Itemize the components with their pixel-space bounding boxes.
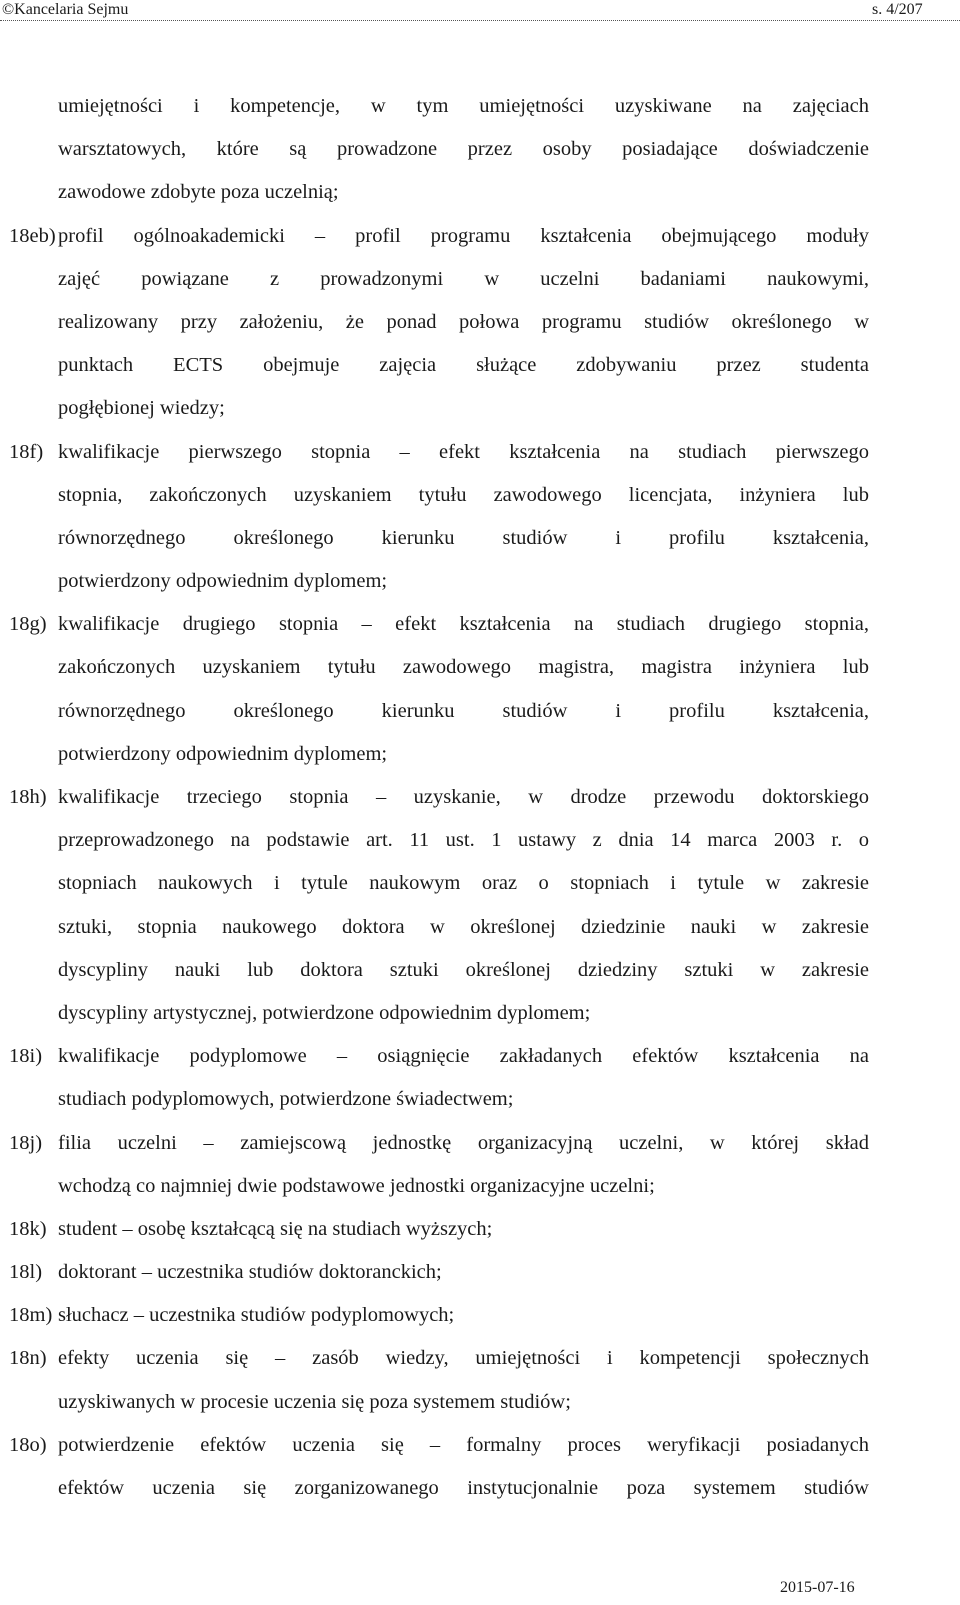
- definition-item: [0, 1251, 960, 1294]
- intro-line: [0, 128, 960, 171]
- definition-continuation: [0, 690, 960, 733]
- line-text: kwalifikacje pierwszego stopnia – efekt kształcenia na studiach pierwszego: [58, 440, 869, 463]
- line-text: profil ogólnoakademicki – profil programu kształcenia obejmującego moduły: [58, 224, 869, 247]
- page-number: s. 4/207: [872, 1, 923, 18]
- definition-item: [0, 1424, 960, 1467]
- line-text: umiejętności i kompetencje, w tym umiejętności uzyskiwane na zajęciach: [58, 95, 869, 117]
- definition-item: [0, 215, 960, 258]
- definition-continuation: [0, 733, 960, 776]
- line-text: efekty uczenia się – zasób wiedzy, umiejętności i kompetencji społecznych: [58, 1347, 869, 1370]
- line-text: zakończonych uzyskaniem tytułu zawodowego magistra, magistra inżyniera lub: [58, 656, 869, 679]
- definition-continuation: [0, 560, 960, 603]
- line-text: realizowany przy założeniu, że ponad połowa programu studiów określonego w: [58, 310, 869, 333]
- line-text: doktorant – uczestnika studiów doktoranckich;: [58, 1261, 442, 1284]
- source-label: ©Kancelaria Sejmu: [2, 1, 129, 18]
- item-number: 18o): [9, 1433, 47, 1456]
- definition-continuation: [0, 819, 960, 862]
- line-text: potwierdzony odpowiednim dyplomem;: [58, 570, 388, 593]
- definition-continuation: [0, 949, 960, 992]
- line-text: stopnia, zakończonych uzyskaniem tytułu zawodowego licencjata, inżyniera lub: [58, 483, 869, 506]
- item-number: 18i): [9, 1045, 43, 1068]
- footer-date: 2015-07-16: [780, 1579, 855, 1596]
- definition-item: [0, 776, 960, 819]
- page-header: [0, 0, 960, 20]
- definition-continuation: [0, 1381, 960, 1424]
- definition-continuation: [0, 301, 960, 344]
- line-text: student – osobę kształcącą się na studiach wyższych;: [58, 1217, 493, 1240]
- line-text: stopniach naukowych i tytule naukowym oraz o stopniach i tytule w zakresie: [58, 872, 869, 895]
- definition-continuation: [0, 474, 960, 517]
- definition-continuation: [0, 906, 960, 949]
- definition-continuation: [0, 387, 960, 430]
- intro-line: [0, 85, 960, 128]
- definition-continuation: [0, 258, 960, 301]
- line-text: zawodowe zdobyte poza uczelnią;: [58, 181, 339, 204]
- item-number: 18l): [9, 1261, 43, 1284]
- definition-continuation: [0, 344, 960, 387]
- definition-item: [0, 603, 960, 646]
- line-text: słuchacz – uczestnika studiów podyplomowych;: [58, 1304, 455, 1327]
- definition-item: [0, 431, 960, 474]
- line-text: kwalifikacje podyplomowe – osiągnięcie zakładanych efektów kształcenia na: [58, 1045, 869, 1068]
- definition-continuation: [0, 646, 960, 689]
- line-text: kwalifikacje trzeciego stopnia – uzyskanie, w drodze przewodu doktorskiego: [58, 786, 869, 808]
- line-text: potwierdzenie efektów uczenia się – formalny proces weryfikacji posiadanych: [58, 1433, 869, 1456]
- line-text: wchodzą co najmniej dwie podstawowe jednostki organizacyjne uczelni;: [58, 1174, 655, 1197]
- line-text: efektów uczenia się zorganizowanego instytucjonalnie poza systemem studiów: [58, 1477, 869, 1499]
- line-text: sztuki, stopnia naukowego doktora w określonej dziedzinie nauki w zakresie: [58, 915, 869, 938]
- line-text: filia uczelni – zamiejscową jednostkę organizacyjną uczelni, w której skład: [58, 1131, 869, 1154]
- definition-item: [0, 1294, 960, 1337]
- item-number: 18h): [9, 786, 47, 808]
- item-number: 18k): [9, 1217, 47, 1240]
- document-body: [0, 85, 960, 1510]
- item-number: 18m): [9, 1304, 53, 1327]
- item-number: 18eb): [9, 224, 56, 247]
- line-text: dyscypliny artystycznej, potwierdzone odpowiednim dyplomem;: [58, 1001, 591, 1024]
- header-divider: [0, 20, 960, 21]
- line-text: równorzędnego określonego kierunku studiów i profilu kształcenia,: [58, 699, 869, 722]
- definition-item: [0, 1337, 960, 1380]
- line-text: kwalifikacje drugiego stopnia – efekt kształcenia na studiach drugiego stopnia,: [58, 613, 869, 636]
- line-text: warsztatowych, które są prowadzone przez osoby posiadające doświadczenie: [58, 138, 869, 161]
- definition-item: [0, 1122, 960, 1165]
- item-number: 18j): [9, 1131, 43, 1154]
- line-text: przeprowadzonego na podstawie art. 11 ust. 1 ustawy z dnia 14 marca 2003 r. o: [58, 829, 869, 852]
- item-number: 18g): [9, 613, 47, 636]
- line-text: równorzędnego określonego kierunku studiów i profilu kształcenia,: [58, 526, 869, 549]
- line-text: punktach ECTS obejmuje zajęcia służące zdobywaniu przez studenta: [58, 354, 869, 377]
- definition-continuation: [0, 992, 960, 1035]
- definition-item: [0, 1208, 960, 1251]
- item-number: 18f): [9, 440, 44, 463]
- line-text: uzyskiwanych w procesie uczenia się poza systemem studiów;: [58, 1390, 571, 1413]
- definition-item: [0, 1035, 960, 1078]
- intro-line: [0, 171, 960, 214]
- line-text: dyscypliny nauki lub doktora sztuki określonej dziedziny sztuki w zakresie: [58, 958, 869, 981]
- line-text: studiach podyplomowych, potwierdzone świadectwem;: [58, 1088, 514, 1111]
- line-text: zajęć powiązane z prowadzonymi w uczelni badaniami naukowymi,: [58, 267, 869, 290]
- definition-continuation: [0, 1078, 960, 1121]
- item-number: 18n): [9, 1347, 47, 1370]
- line-text: pogłębionej wiedzy;: [58, 397, 225, 420]
- definition-continuation: [0, 1165, 960, 1208]
- line-text: potwierdzony odpowiednim dyplomem;: [58, 742, 388, 765]
- definition-continuation: [0, 517, 960, 560]
- definition-continuation: [0, 1467, 960, 1510]
- definition-continuation: [0, 862, 960, 905]
